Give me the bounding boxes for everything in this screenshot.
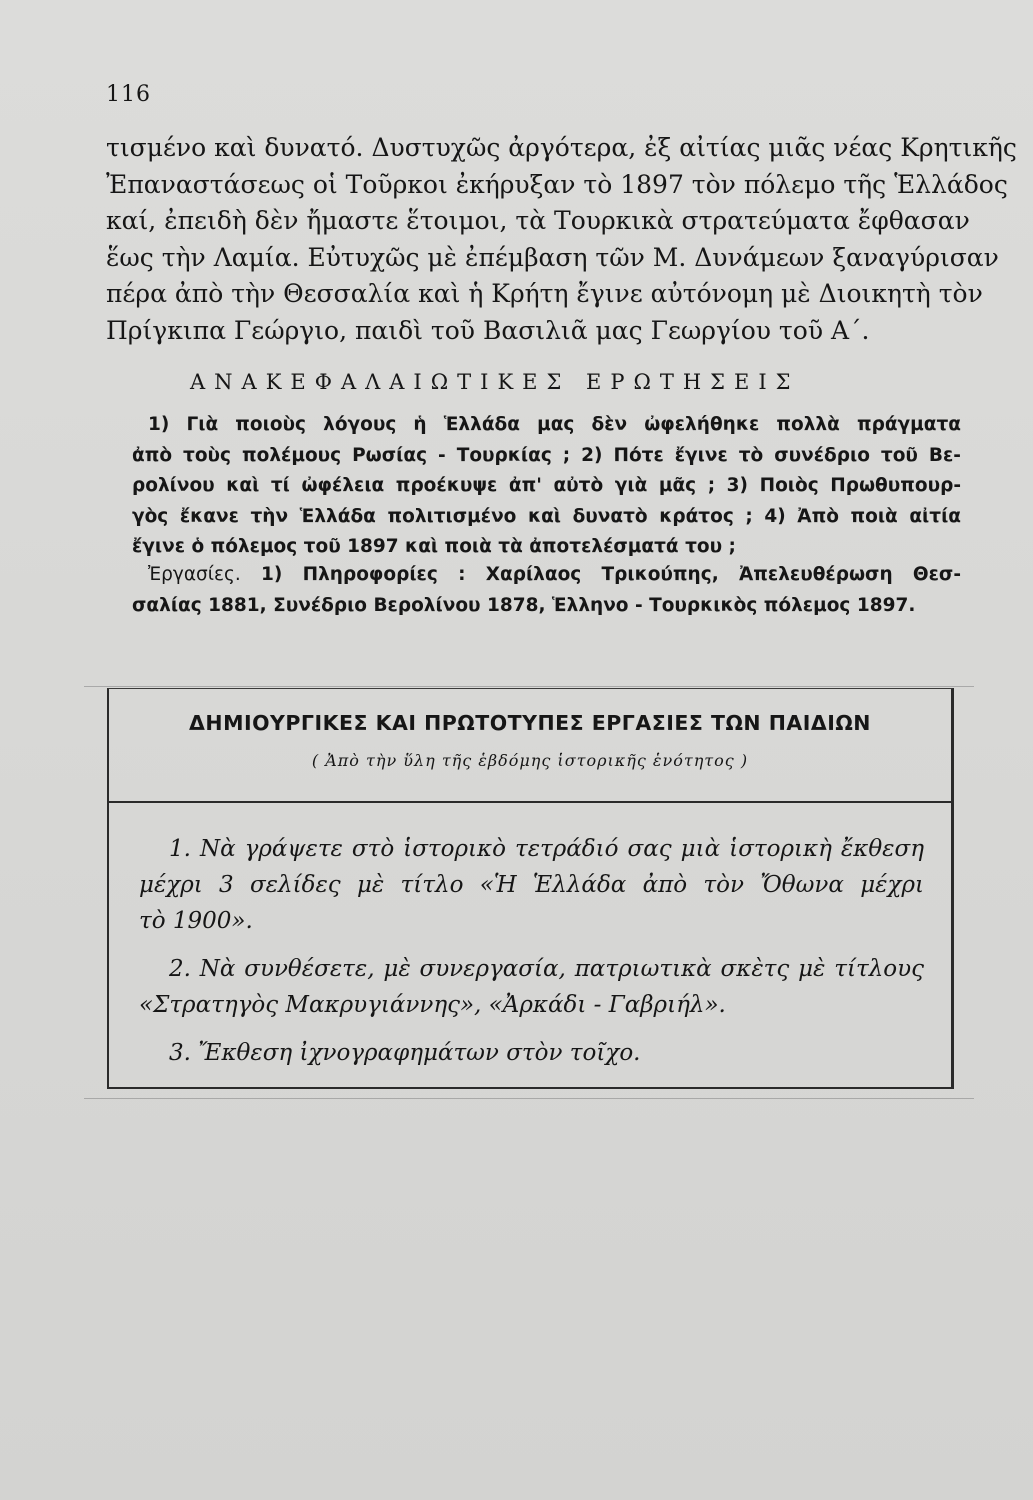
- box-title: ΔΗΜΙΟΥΡΓΙΚΕΣ ΚΑΙ ΠΡΩΤΟΤΥΠΕΣ ΕΡΓΑΣΙΕΣ ΤΩΝ ΠΑΙΔΙΩΝ: [189, 711, 871, 735]
- question-line: γὸς ἔκανε τὴν Ἑλλάδα πολιτισμένο καὶ δυνατὸ κράτος ; 4) Ἀπὸ ποιὰ αἰτία: [132, 505, 961, 527]
- box-item-line: τὸ 1900».: [139, 908, 253, 934]
- box-item-line: 1. Νὰ γράψετε στὸ ἱστορικὸ τετράδιό σας μιὰ ἱστορικὴ ἔκθεση: [169, 836, 924, 862]
- divider-rule: [84, 1098, 974, 1099]
- question-line: 1) Γιὰ ποιοὺς λόγους ἡ Ἑλλάδα μας δὲν ὠφελήθηκε πολλὰ πράγματα: [148, 414, 961, 435]
- narrative-paragraph: [106, 130, 1017, 349]
- spacer: [139, 939, 924, 951]
- box-divider: [109, 801, 951, 803]
- question-line: ρολίνου καὶ τί ὠφέλεια προέκυψε ἀπ' αὐτὸ γιὰ μᾶς ; 3) Ποιὸς Πρωθυπουρ-: [132, 475, 961, 496]
- narrative-line: Ἐπαναστάσεως οἱ Τοῦρκοι ἐκήρυξαν τὸ 1897 τὸν πόλεμο τῆς Ἑλλάδος: [106, 169, 1008, 199]
- creative-works-box: [107, 688, 954, 1089]
- box-item-line: 2. Νὰ συνθέσετε, μὲ συνεργασία, πατριωτικὰ σκὲτς μὲ τίτλους: [169, 956, 924, 982]
- works-line1-text: 1) Πληροφορίες : Χαρίλαος Τρικούπης, Ἀπελευθέρωση Θεσ-: [261, 564, 961, 585]
- question-line: ἀπὸ τοὺς πολέμους Ρωσίας - Τουρκίας ; 2) Πότε ἔγινε τὸ συνέδριο τοῦ Βε-: [132, 444, 961, 466]
- page-number: 116: [106, 82, 151, 107]
- works-label: Ἐργασίες.: [148, 564, 241, 585]
- box-item-line: μέχρι 3 σελίδες μὲ τίτλο «Ἡ Ἑλλάδα ἀπὸ τὸν Ὄθωνα μέχρι: [139, 872, 924, 898]
- box-items: [139, 831, 924, 1071]
- review-questions-heading: ΑΝΑΚΕΦΑΛΑΙΩΤΙΚΕΣ ΕΡΩΤΗΣΕΙΣ: [190, 370, 800, 394]
- narrative-line: ἕως τὴν Λαμία. Εὐτυχῶς μὲ ἐπέμβαση τῶν Μ. Δυνάμεων ξαναγύρισαν: [106, 242, 999, 272]
- narrative-line: καί, ἐπειδὴ δὲν ἤμαστε ἕτοιμοι, τὰ Τουρκικὰ στρατεύματα ἔφθασαν: [106, 206, 970, 235]
- review-questions: [132, 410, 961, 563]
- divider-rule: [84, 686, 974, 687]
- narrative-line: πέρα ἀπὸ τὴν Θεσσαλία καὶ ἡ Κρήτη ἔγινε αὐτόνομη μὲ Διοικητὴ τὸν: [106, 279, 983, 308]
- works-assignment: [132, 560, 961, 621]
- box-item-line: 3. Ἔκθεση ἰχνογραφημάτων στὸν τοῖχο.: [169, 1040, 641, 1066]
- box-item-line: «Στρατηγὸς Μακρυγιάννης», «Ἀρκάδι - Γαβριήλ».: [139, 992, 726, 1018]
- box-subtitle: ( Ἀπὸ τὴν ὕλη τῆς ἑβδόμης ἱστορικῆς ἑνότητος ): [311, 751, 749, 770]
- works-line: [132, 560, 961, 591]
- question-line: ἔγινε ὁ πόλεμος τοῦ 1897 καὶ ποιὰ τὰ ἀποτελέσματά του ;: [132, 536, 736, 557]
- narrative-line: τισμένο καὶ δυνατό. Δυστυχῶς ἀργότερα, ἐξ αἰτίας μιᾶς νέας Κρητικῆς: [106, 133, 1017, 162]
- narrative-line: Πρίγκιπα Γεώργιο, παιδὶ τοῦ Βασιλιᾶ μας Γεωργίου τοῦ Α΄.: [106, 315, 870, 345]
- spacer: [139, 1023, 924, 1035]
- works-line: σαλίας 1881, Συνέδριο Βερολίνου 1878, Ἑλληνο - Τουρκικὸς πόλεμος 1897.: [132, 594, 916, 616]
